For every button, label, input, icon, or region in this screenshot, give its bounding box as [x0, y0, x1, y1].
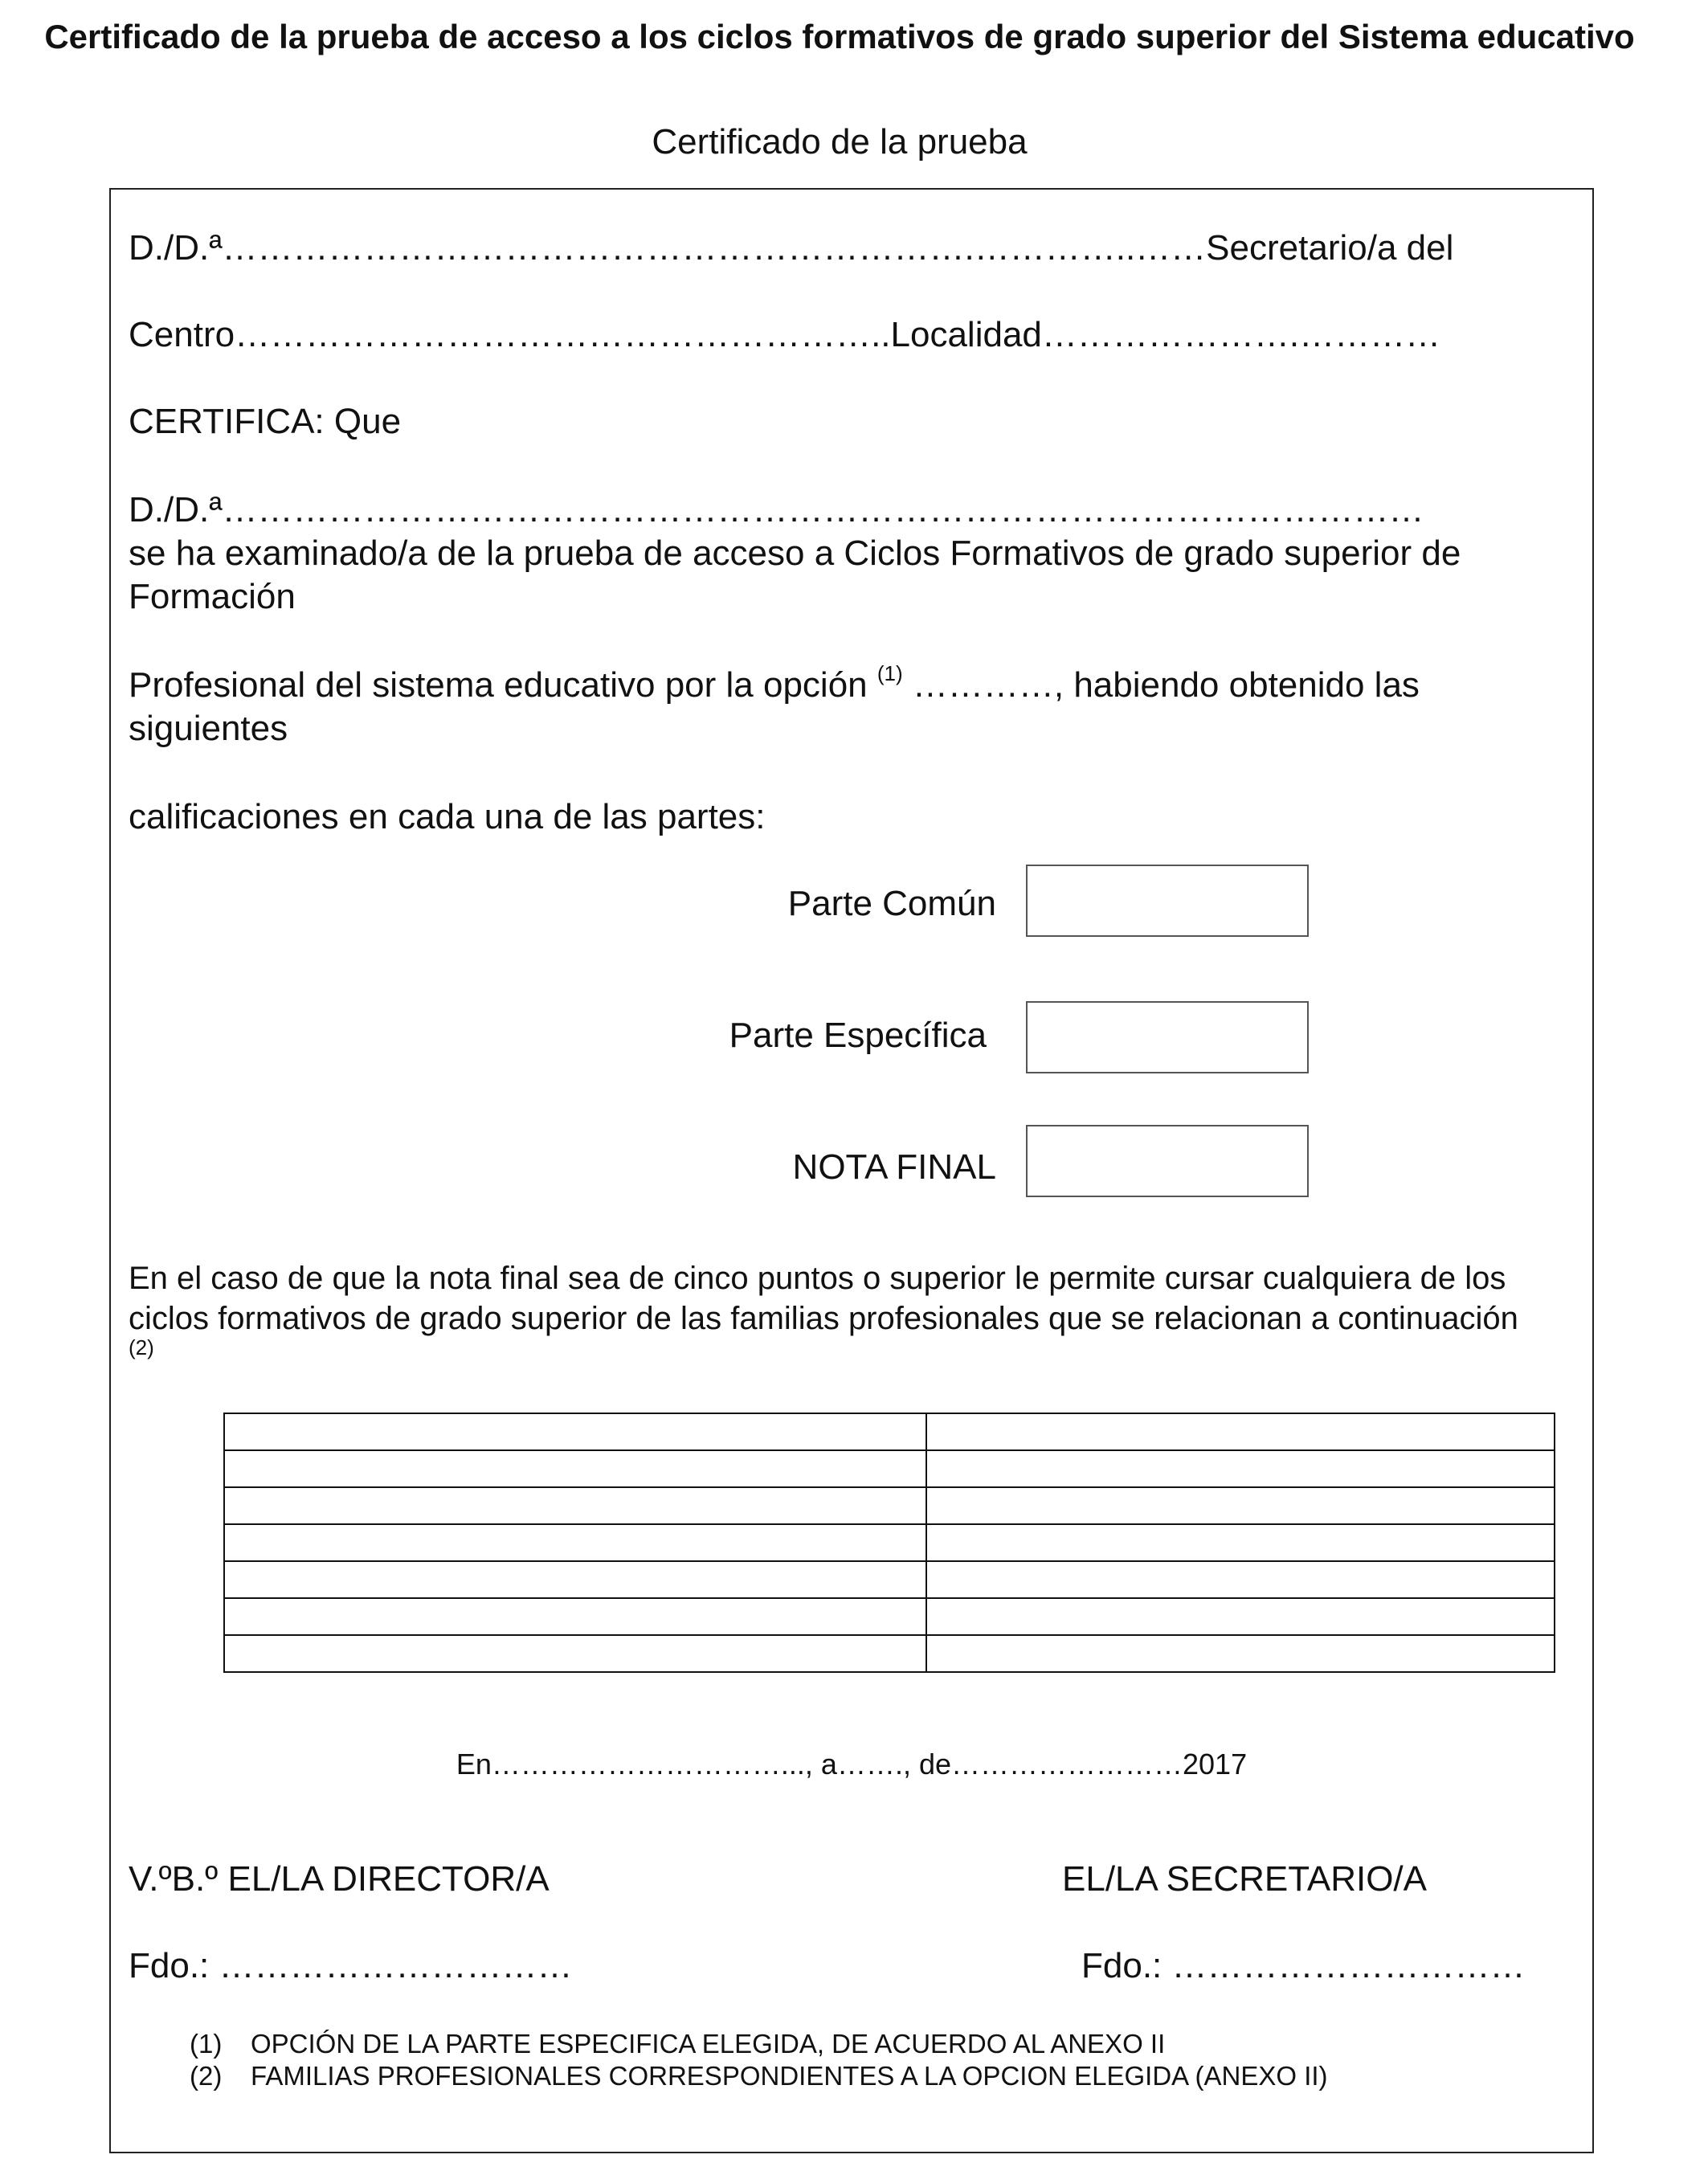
families-table-cell[interactable]: [224, 1524, 926, 1561]
families-table-cell[interactable]: [926, 1635, 1555, 1672]
secretary-name-line: D./D.ª……………………………………………………….…………..……Secretario/a del: [129, 228, 1454, 268]
families-table-cell[interactable]: [224, 1487, 926, 1524]
document-subtitle: Certificado de la prueba: [652, 122, 1028, 161]
examined-statement: se ha examinado/a de la prueba de acceso a Ciclos Formativos de grado superior de Formación: [129, 534, 1461, 616]
families-table-cell[interactable]: [926, 1598, 1555, 1635]
parte-especifica-label: Parte Específica: [729, 1016, 987, 1055]
footnote-2: [190, 2060, 1328, 2092]
parte-comun-grade-box[interactable]: [1026, 865, 1309, 937]
families-explanation-text: En el caso de que la nota final sea de cinco puntos o superior le permite cursar cualquiera de los ciclos formativos de grado superior de las familias profesionales que se relacionan a continuación: [129, 1261, 1518, 1336]
center-locality-line: Centro………………………………………………..Localidad………………….…………: [129, 315, 1441, 354]
families-table-cell[interactable]: [224, 1635, 926, 1672]
date-place-line: En…………………………..., a……., de……………………2017: [456, 1748, 1248, 1781]
families-table-cell[interactable]: [224, 1598, 926, 1635]
families-table-cell[interactable]: [224, 1413, 926, 1450]
families-table: [223, 1413, 1555, 1673]
families-table-cell[interactable]: [926, 1561, 1555, 1598]
student-name-line: D./D.ª…………………………………………………………………………………………: [129, 490, 1424, 529]
certifica-heading: CERTIFICA: Que: [129, 402, 402, 441]
grades-intro: calificaciones en cada una de las partes:: [129, 797, 766, 836]
option-text-pre: Profesional del sistema educativo por la opción: [129, 665, 877, 705]
footnote-ref-1: (1): [876, 661, 903, 686]
footnotes: [190, 2028, 1328, 2092]
families-table-row: [224, 1487, 1555, 1524]
families-explanation: [129, 1258, 1551, 1379]
secretary-signature-line: Fdo.: …………………………: [1081, 1946, 1526, 1985]
secretary-title: EL/LA SECRETARIO/A: [1062, 1859, 1428, 1899]
families-table-row: [224, 1635, 1555, 1672]
footnote-ref-2: (2): [129, 1335, 154, 1359]
families-table-row: [224, 1561, 1555, 1598]
families-table-cell[interactable]: [926, 1413, 1555, 1450]
footnote-2-text: FAMILIAS PROFESIONALES CORRESPONDIENTES A LA OPCION ELEGIDA (ANEXO II): [251, 2061, 1328, 2091]
footnote-1: [190, 2028, 1328, 2060]
families-table-cell[interactable]: [224, 1450, 926, 1487]
footnote-1-text: OPCIÓN DE LA PARTE ESPECIFICA ELEGIDA, DE ACUERDO AL ANEXO II: [251, 2029, 1166, 2059]
families-table-row: [224, 1598, 1555, 1635]
nota-final-grade-box[interactable]: [1026, 1125, 1309, 1197]
families-table-cell[interactable]: [926, 1524, 1555, 1561]
director-signature-line: Fdo.: …………………………: [129, 1946, 573, 1985]
families-table-row: [224, 1524, 1555, 1561]
option-statement: [129, 661, 1543, 750]
option-text-post: …………, habiendo obtenido las siguientes: [129, 665, 1420, 748]
director-title: V.ºB.º EL/LA DIRECTOR/A: [129, 1859, 550, 1899]
families-table-cell[interactable]: [926, 1450, 1555, 1487]
parte-comun-label: Parte Común: [787, 884, 996, 923]
nota-final-label: NOTA FINAL: [792, 1147, 996, 1187]
footnote-2-number: (2): [190, 2061, 223, 2091]
footnote-1-number: (1): [190, 2029, 223, 2059]
families-table-cell[interactable]: [926, 1487, 1555, 1524]
families-table-row: [224, 1413, 1555, 1450]
parte-especifica-grade-box[interactable]: [1026, 1001, 1309, 1073]
families-table-cell[interactable]: [224, 1561, 926, 1598]
families-table-row: [224, 1450, 1555, 1487]
document-title: Certificado de la prueba de acceso a los ciclos formativos de grado superior del Sistema educativo: [44, 18, 1635, 55]
